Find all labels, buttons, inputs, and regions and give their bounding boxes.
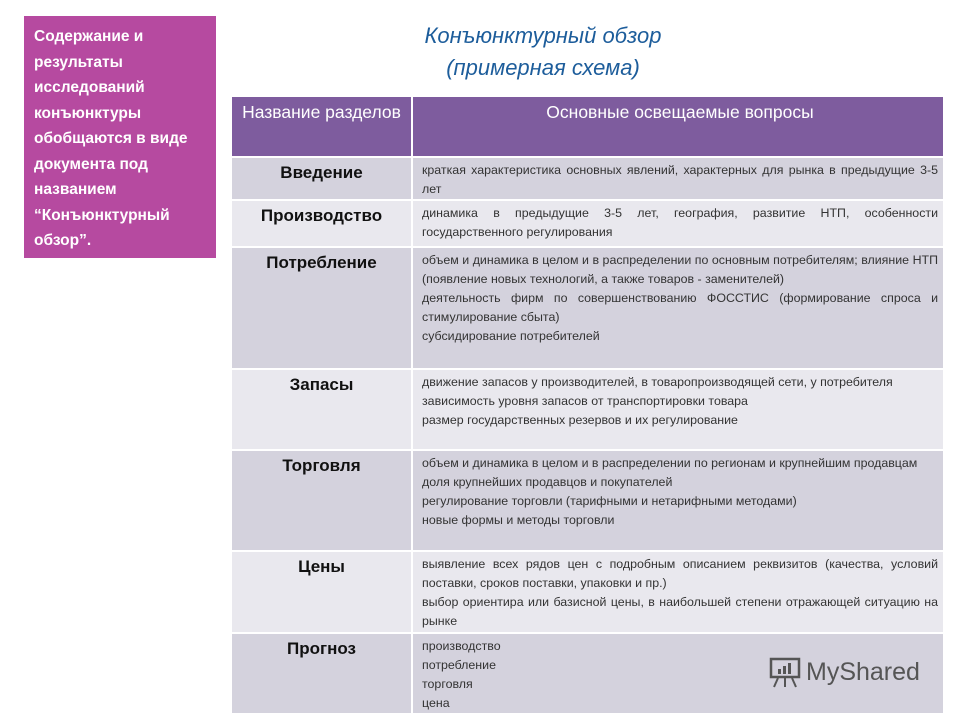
table-row — [232, 370, 943, 451]
section-questions — [413, 552, 943, 632]
section-name: Потребление — [232, 248, 413, 368]
question-item: динамика в предыдущие 3-5 лет, география, развитие НТП, особенности государственного регулирования — [422, 206, 938, 239]
section-name: Введение — [232, 158, 413, 199]
question-item: новые формы и методы торговли — [422, 513, 615, 527]
watermark-text: MyShared — [806, 657, 920, 686]
summary-note: Содержание и результаты исследований конъюнктуры обобщаются в виде документа под названием “Конъюнктурный обзор”. — [24, 16, 216, 258]
overview-table — [232, 97, 943, 715]
table-row — [232, 248, 943, 370]
section-name: Цены — [232, 552, 413, 632]
section-name: Запасы — [232, 370, 413, 449]
header-questions: Основные освещаемые вопросы — [546, 102, 814, 122]
section-questions — [413, 370, 943, 449]
table-row — [232, 451, 943, 552]
presentation-icon — [768, 656, 802, 688]
question-item: выбор ориентира или базисной цены, в наибольшей степени отражающей ситуацию на рынке — [422, 595, 938, 628]
table-row — [232, 201, 943, 248]
question-item: доля крупнейших продавцов и покупателей — [422, 475, 673, 489]
table-row — [232, 552, 943, 634]
question-item: выявление всех рядов цен с подробным описанием реквизитов (качества, условий поставки, сроков поставки, упаковки и пр.) — [422, 557, 938, 590]
question-item: цена — [422, 696, 450, 710]
section-name: Торговля — [232, 451, 413, 550]
table-header — [232, 97, 943, 158]
question-item: производство — [422, 639, 501, 653]
question-item: размер государственных резервов и их регулирование — [422, 413, 738, 427]
title-line-2: (примерная схема) — [446, 55, 640, 80]
question-item: торговля — [422, 677, 473, 691]
question-item: объем и динамика в целом и в распределении по основным потребителям; влияние НТП (появление новых технологий, а также товаров - заменителей) — [422, 253, 938, 286]
section-questions — [413, 158, 943, 199]
question-item: объем и динамика в целом и в распределении по регионам и крупнейшим продавцам — [422, 456, 918, 470]
section-questions — [413, 248, 943, 368]
question-item: потребление — [422, 658, 496, 672]
question-item: субсидирование потребителей — [422, 329, 600, 343]
page-title — [300, 20, 786, 84]
title-line-1: Конъюнктурный обзор — [424, 23, 662, 48]
question-item: регулирование торговли (тарифными и нетарифными методами) — [422, 494, 797, 508]
question-item: движение запасов у производителей, в товаропроизводящей сети, у потребителя — [422, 375, 893, 389]
header-sections: Название разделов — [232, 97, 413, 156]
section-questions — [413, 451, 943, 550]
table-row — [232, 158, 943, 201]
section-name: Производство — [232, 201, 413, 246]
question-item: зависимость уровня запасов от транспортировки товара — [422, 394, 748, 408]
section-questions — [413, 201, 943, 246]
question-item: краткая характеристика основных явлений, характерных для рынка в предыдущие 3-5 лет — [422, 163, 938, 196]
section-name: Прогноз — [232, 634, 413, 713]
watermark-logo — [768, 656, 920, 688]
question-item: деятельность фирм по совершенствованию ФОССТИС (формирование спроса и стимулирование сбыта) — [422, 291, 938, 324]
